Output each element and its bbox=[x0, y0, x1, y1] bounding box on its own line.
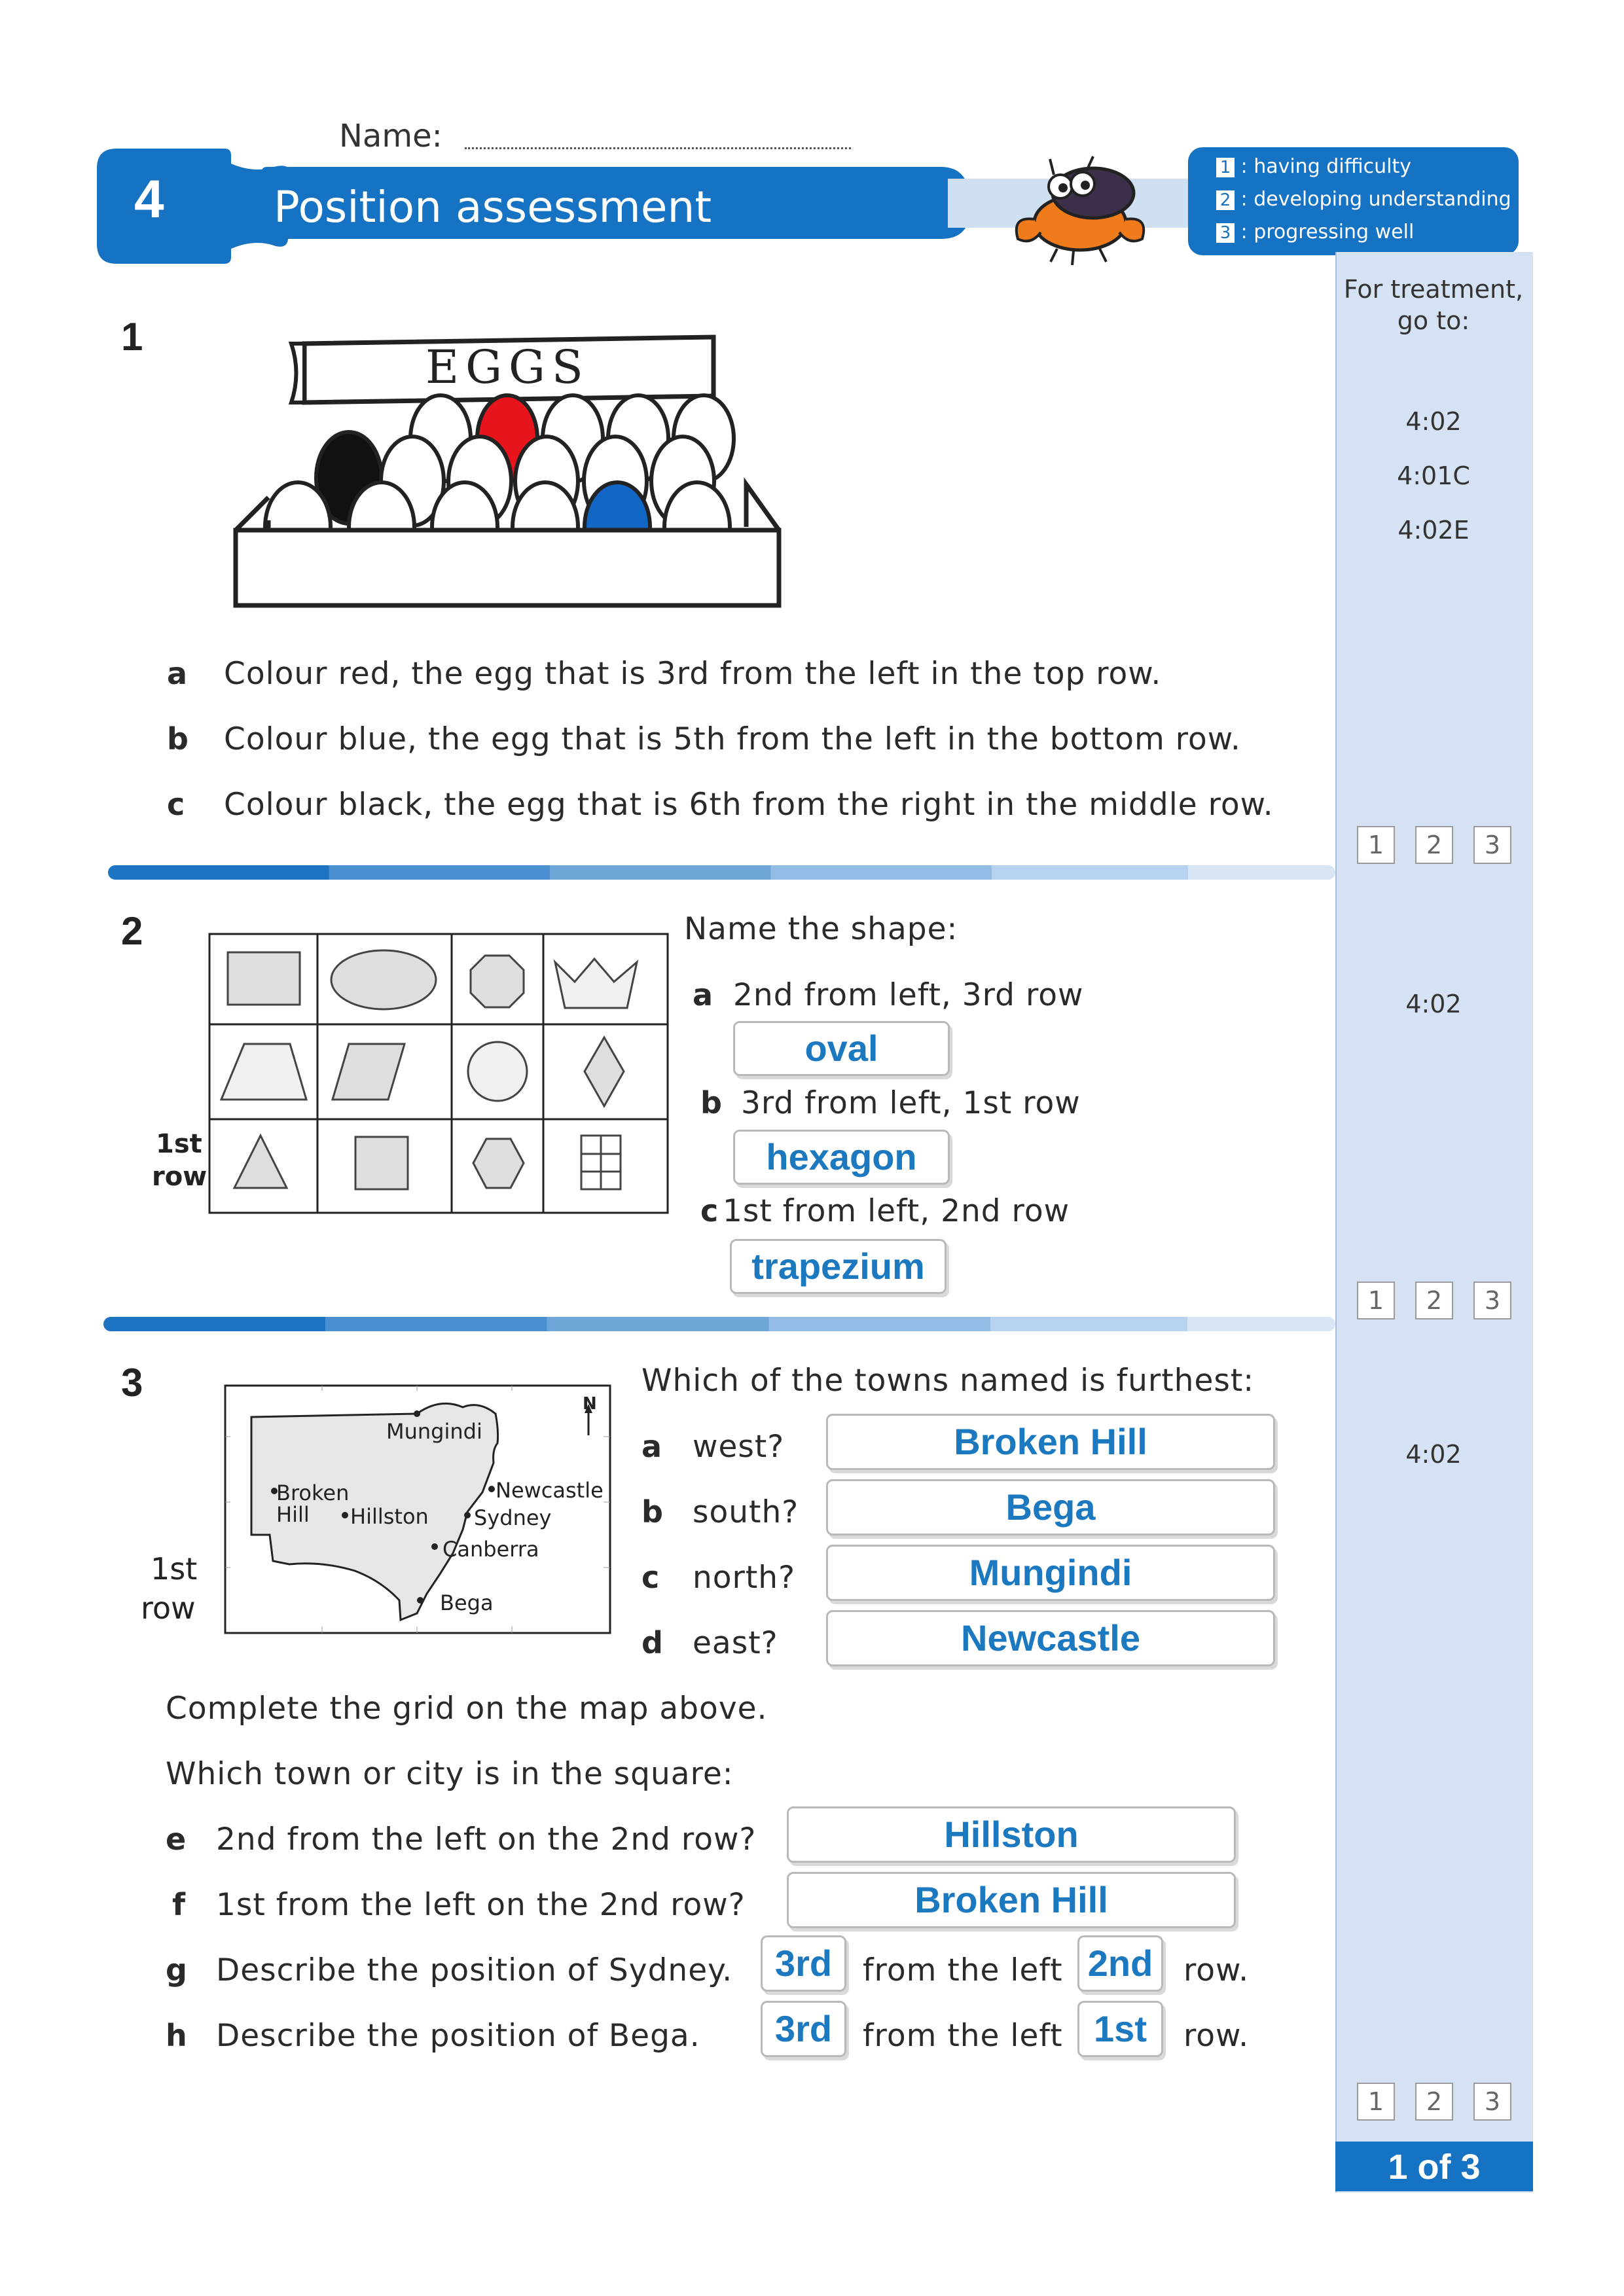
town-label: Sydney bbox=[474, 1505, 552, 1530]
question-number: 3 bbox=[121, 1361, 143, 1405]
row-label: row bbox=[141, 1590, 196, 1626]
item-text: 1st from left, 2nd row bbox=[723, 1193, 1070, 1229]
item-text: 2nd from the left on the 2nd row? bbox=[216, 1821, 757, 1857]
question-prompt: Which of the towns named is furthest: bbox=[641, 1363, 1255, 1399]
section-divider bbox=[108, 865, 1335, 880]
answer-box[interactable]: trapezium bbox=[730, 1239, 947, 1294]
town-label: Newcastle bbox=[496, 1478, 604, 1503]
item-letter: a bbox=[167, 656, 188, 691]
town-label: Canberra bbox=[442, 1537, 539, 1562]
answer-box[interactable]: Newcastle bbox=[826, 1610, 1275, 1666]
legend-row-2 bbox=[1216, 188, 1511, 211]
town-label: Mungindi bbox=[386, 1419, 482, 1444]
item-letter: b bbox=[167, 721, 189, 757]
treatment-ref[interactable]: 4:02 bbox=[1405, 407, 1462, 436]
legend-num: 3 bbox=[1216, 223, 1235, 243]
item-text: north? bbox=[693, 1560, 796, 1596]
town-label: Hillston bbox=[350, 1504, 429, 1529]
treatment-label: go to: bbox=[1397, 306, 1470, 335]
legend-row-1 bbox=[1216, 155, 1411, 178]
treatment-ref[interactable]: 4:02E bbox=[1398, 516, 1470, 545]
shape-grid bbox=[208, 933, 670, 1215]
rating-3[interactable]: 3 bbox=[1473, 1282, 1511, 1319]
answer-box[interactable]: 2nd bbox=[1077, 1935, 1163, 1992]
page-title: Position assessment bbox=[274, 182, 712, 232]
answer-box[interactable]: 3rd bbox=[761, 1935, 846, 1992]
answer-box[interactable]: Hillston bbox=[787, 1806, 1236, 1863]
item-letter: a bbox=[641, 1429, 662, 1464]
answer-box[interactable]: Bega bbox=[826, 1479, 1275, 1535]
rating-2[interactable]: 2 bbox=[1415, 2083, 1453, 2121]
row-label: 1st bbox=[156, 1129, 202, 1159]
item-text: south? bbox=[693, 1494, 799, 1530]
rating-1[interactable]: 1 bbox=[1357, 1282, 1395, 1319]
item-text: Colour black, the egg that is 6th from the right in the middle row. bbox=[224, 787, 1274, 823]
rating-3[interactable]: 3 bbox=[1473, 826, 1511, 864]
name-label: Name: bbox=[339, 118, 442, 154]
row-label: row bbox=[152, 1162, 208, 1192]
instruction-text: Complete the grid on the map above. bbox=[166, 1691, 768, 1727]
item-text: west? bbox=[693, 1429, 785, 1465]
treatment-ref[interactable]: 4:01C bbox=[1397, 461, 1470, 490]
page-indicator-text: 1 of 3 bbox=[1388, 2147, 1481, 2187]
item-text: Describe the position of Bega. bbox=[216, 2018, 700, 2054]
item-letter: c bbox=[700, 1193, 719, 1229]
position-text: row. bbox=[1183, 1952, 1250, 1988]
item-letter: b bbox=[700, 1085, 722, 1121]
item-text: 2nd from left, 3rd row bbox=[733, 977, 1084, 1013]
crab-mascot bbox=[995, 141, 1165, 272]
item-letter: d bbox=[641, 1625, 663, 1660]
carton-label: EGGS bbox=[425, 340, 590, 394]
item-letter: c bbox=[167, 787, 185, 822]
item-text: 1st from the left on the 2nd row? bbox=[216, 1887, 746, 1923]
treatment-ref[interactable]: 4:02 bbox=[1405, 1440, 1462, 1469]
rating-2[interactable]: 2 bbox=[1415, 1282, 1453, 1319]
item-text: Colour red, the egg that is 3rd from the left in the top row. bbox=[224, 656, 1162, 692]
treatment-ref[interactable]: 4:02 bbox=[1405, 990, 1462, 1018]
answer-box[interactable]: hexagon bbox=[733, 1130, 950, 1185]
item-text: 3rd from left, 1st row bbox=[741, 1085, 1081, 1121]
item-letter: f bbox=[172, 1887, 186, 1922]
legend-row-3 bbox=[1216, 221, 1414, 243]
north-label: N bbox=[583, 1394, 597, 1414]
question-prompt: Name the shape: bbox=[684, 911, 958, 947]
item-text: east? bbox=[693, 1625, 778, 1661]
item-letter: b bbox=[641, 1494, 663, 1530]
item-text: Describe the position of Sydney. bbox=[216, 1952, 733, 1988]
position-text: row. bbox=[1183, 2018, 1250, 2054]
item-letter: c bbox=[641, 1560, 660, 1595]
row-label: 1st bbox=[151, 1551, 198, 1587]
rating-1[interactable]: 1 bbox=[1357, 826, 1395, 864]
position-text: from the left bbox=[863, 1952, 1063, 1988]
answer-box[interactable]: 1st bbox=[1077, 2001, 1163, 2057]
legend-text: : developing understanding bbox=[1240, 188, 1511, 211]
town-label: Broken bbox=[276, 1480, 350, 1505]
answer-box[interactable]: Broken Hill bbox=[826, 1414, 1275, 1470]
item-letter: h bbox=[166, 2018, 187, 2053]
answer-box[interactable]: Broken Hill bbox=[787, 1872, 1236, 1928]
legend-num: 1 bbox=[1216, 158, 1235, 177]
unit-number: 4 bbox=[134, 170, 164, 229]
section-divider bbox=[103, 1317, 1335, 1331]
legend-text: : progressing well bbox=[1240, 221, 1415, 243]
question-number: 2 bbox=[121, 909, 143, 953]
rating-2[interactable]: 2 bbox=[1415, 826, 1453, 864]
rating-3[interactable]: 3 bbox=[1473, 2083, 1511, 2121]
item-letter: e bbox=[166, 1821, 187, 1857]
town-label: Bega bbox=[440, 1590, 494, 1615]
legend-num: 2 bbox=[1216, 190, 1235, 210]
answer-box[interactable]: oval bbox=[733, 1021, 950, 1076]
position-text: from the left bbox=[863, 2018, 1063, 2054]
town-label: Hill bbox=[276, 1502, 310, 1527]
rating-1[interactable]: 1 bbox=[1357, 2083, 1395, 2121]
instruction-text: Which town or city is in the square: bbox=[166, 1756, 734, 1792]
legend-text: : having difficulty bbox=[1240, 155, 1412, 178]
question-number: 1 bbox=[121, 315, 143, 359]
item-letter: g bbox=[166, 1952, 187, 1988]
item-letter: a bbox=[693, 977, 713, 1013]
item-text: Colour blue, the egg that is 5th from the left in the bottom row. bbox=[224, 721, 1241, 757]
treatment-label: For treatment, bbox=[1343, 275, 1524, 304]
answer-box[interactable]: Mungindi bbox=[826, 1545, 1275, 1601]
answer-box[interactable]: 3rd bbox=[761, 2001, 846, 2057]
